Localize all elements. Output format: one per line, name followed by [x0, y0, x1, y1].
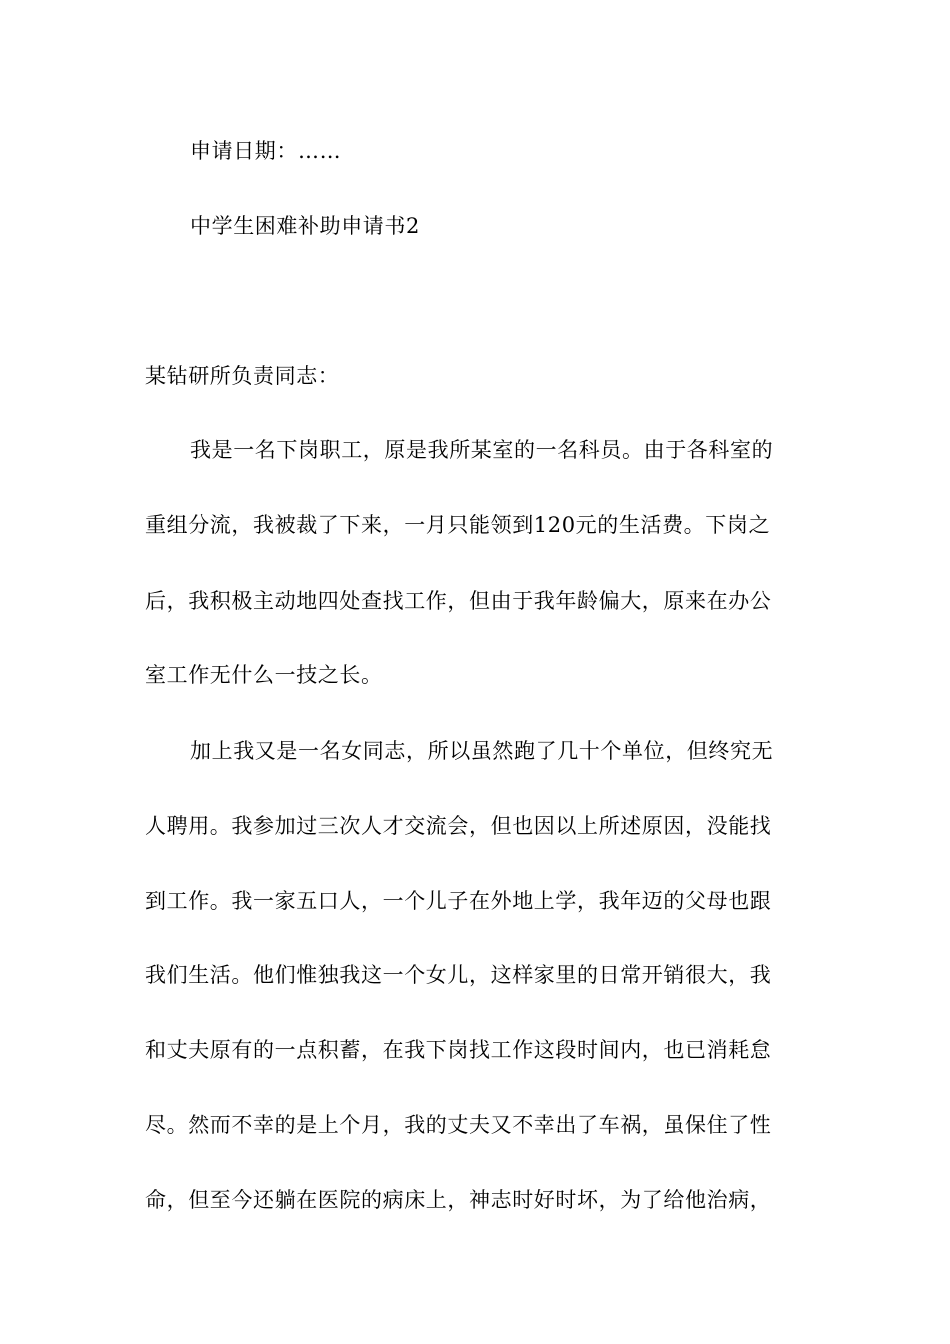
- paragraph-1-line-4: 室工作无什么一技之长。: [145, 663, 383, 687]
- document-title: 中学生困难补助申请书2: [190, 214, 420, 238]
- application-date: 申请日期：……: [190, 139, 342, 163]
- paragraph-1-line-1: 我是一名下岗职工，原是我所某室的一名科员。由于各科室的: [190, 438, 774, 462]
- paragraph-2-line-4: 我们生活。他们惟独我这一个女儿，这样家里的日常开销很大，我: [145, 963, 772, 987]
- paragraph-2-line-7: 命，但至今还躺在医院的病床上，神志时好时坏，为了给他治病，: [145, 1188, 772, 1212]
- paragraph-2-line-2: 人聘用。我参加过三次人才交流会，但也因以上所述原因，没能找: [145, 814, 772, 838]
- paragraph-1-line-2: 重组分流，我被裁了下来，一月只能领到120元的生活费。下岗之: [145, 513, 771, 537]
- paragraph-2-line-1: 加上我又是一名女同志，所以虽然跑了几十个单位，但终究无: [190, 739, 774, 763]
- paragraph-1-line-3: 后，我积极主动地四处查找工作，但由于我年龄偏大，原来在办公: [145, 589, 772, 613]
- paragraph-2-line-3: 到工作。我一家五口人，一个儿子在外地上学，我年迈的父母也跟: [145, 889, 772, 913]
- salutation: 某钻研所负责同志：: [145, 364, 340, 388]
- paragraph-2-line-6: 尽。然而不幸的是上个月，我的丈夫又不幸出了车祸，虽保住了性: [145, 1113, 772, 1137]
- paragraph-2-line-5: 和丈夫原有的一点积蓄，在我下岗找工作这段时间内，也已消耗怠: [145, 1038, 772, 1062]
